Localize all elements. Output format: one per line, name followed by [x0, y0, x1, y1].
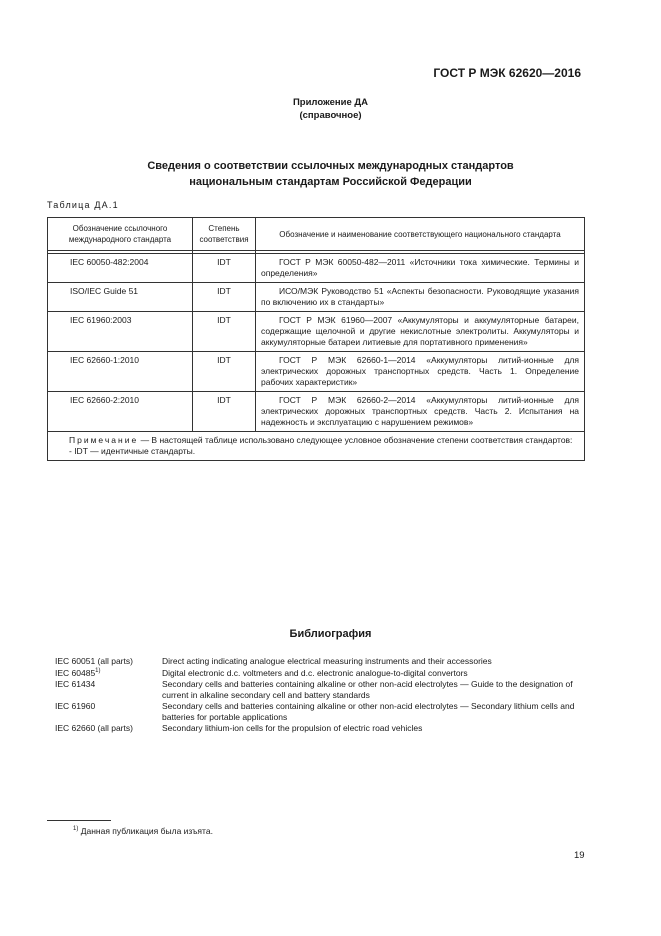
degree-cell: IDT	[193, 283, 256, 312]
bibliography-entry	[55, 679, 587, 700]
national-standard-cell: ГОСТ Р МЭК 62660-1—2014 «Аккумуляторы литий-ионные для электрических дорожных транспортных средств. Часть 1. Определение рабочих характеристик»	[256, 352, 585, 392]
bibliography-text: Secondary lithium-ion cells for the propulsion of electric road vehicles	[162, 723, 423, 733]
bibliography-code: IEC 60485$^{1)}$	[55, 667, 101, 678]
appendix-subtitle: (справочное)	[299, 110, 362, 121]
footnote	[73, 826, 213, 836]
footnote-divider	[47, 820, 111, 821]
ref-standard-cell: IEC 62660-2:2010	[48, 392, 193, 432]
table-note-row	[48, 432, 585, 461]
table-label: Таблица ДА.1	[47, 200, 119, 210]
correspondence-table	[47, 217, 585, 461]
bibliography-entry	[55, 723, 587, 734]
ref-standard-cell: IEC 60050-482:2004	[48, 254, 193, 283]
column-header: Обозначение и наименование соответствующего национального стандарта	[256, 218, 585, 251]
column-header: Степень соответствия	[193, 218, 256, 251]
table-row	[48, 254, 585, 283]
note-item: - IDT — идентичные стандарты.	[69, 446, 196, 456]
bibliography-entry	[55, 701, 587, 722]
column-header: Обозначение ссылочного международного стандарта	[48, 218, 193, 251]
note-paragraph	[53, 435, 579, 446]
table-row	[48, 392, 585, 432]
ref-standard-cell: ISO/IEC Guide 51	[48, 283, 193, 312]
main-title-line2: национальным стандартам Российской Федерации	[189, 176, 472, 188]
table-row	[48, 283, 585, 312]
national-standard-cell: ГОСТ Р МЭК 60050-482—2011 «Источники тока химические. Термины и определения»	[256, 254, 585, 283]
footnote-ref: 1)	[95, 667, 101, 674]
footnote-mark: 1)	[73, 826, 79, 833]
degree-cell: IDT	[193, 352, 256, 392]
national-standard-cell: ИСО/МЭК Руководство 51 «Аспекты безопасности. Руководящие указания по включению их в стандарты»	[256, 283, 585, 312]
main-title-line1: Сведения о соответствии ссылочных международных стандартов	[147, 160, 514, 172]
bibliography-code: IEC 61434	[55, 679, 96, 689]
bibliography-code: IEC 62660 (all parts)	[55, 723, 133, 733]
bibliography-text: Direct acting indicating analogue electrical measuring instruments and their accessories	[162, 656, 492, 666]
appendix-title: Приложение ДА	[292, 97, 369, 108]
table-row	[48, 352, 585, 392]
bibliography-code: IEC 60051 (all parts)	[55, 656, 133, 666]
bibliography-text: Secondary cells and batteries containing alkaline or other non-acid electrolytes — Guide to the designation of current in alkaline secondary cell and battery standards	[162, 679, 573, 700]
ref-standard-cell: IEC 61960:2003	[48, 312, 193, 352]
bibliography-text: Secondary cells and batteries containing alkaline or other non-acid electrolytes — Secondary lithium cells and batteries for portable applications	[162, 701, 575, 722]
bibliography-entry	[55, 668, 587, 679]
standard-designation: ГОСТ Р МЭК 62620—2016	[433, 66, 581, 80]
national-standard-cell: ГОСТ Р МЭК 61960—2007 «Аккумуляторы и аккумуляторные батареи, содержащие щелочной и другие некислотные электролиты. Аккумуляторы и аккумуляторные батареи литиевые для портативного применения»	[256, 312, 585, 352]
bibliography-list	[55, 656, 587, 735]
table-note	[48, 432, 585, 461]
note-text: — В настоящей таблице использовано следующее условное обозначение степени соответствия стандартов:	[138, 435, 573, 445]
degree-cell: IDT	[193, 254, 256, 283]
bibliography-title: Библиография	[289, 628, 372, 640]
table-row	[48, 312, 585, 352]
bibliography-entry	[55, 656, 587, 667]
bibliography-code: IEC 61960	[55, 701, 96, 711]
main-title	[0, 158, 661, 190]
note-label: Примечание	[69, 435, 139, 445]
appendix-heading	[0, 96, 661, 122]
degree-cell: IDT	[193, 312, 256, 352]
ref-standard-cell: IEC 62660-1:2010	[48, 352, 193, 392]
footnote-text: Данная публикация была изъята.	[80, 826, 213, 836]
national-standard-cell: ГОСТ Р МЭК 62660-2—2014 «Аккумуляторы литий-ионные для электрических дорожных транспортных средств. Часть 2. Испытания на надежность и эксплуатацию с нарушением режимов»	[256, 392, 585, 432]
table-header-row	[48, 218, 585, 251]
page-number: 19	[574, 850, 585, 861]
degree-cell: IDT	[193, 392, 256, 432]
bibliography-text: Digital electronic d.c. voltmeters and d.c. electronic analogue-to-digital convertors	[162, 667, 468, 678]
